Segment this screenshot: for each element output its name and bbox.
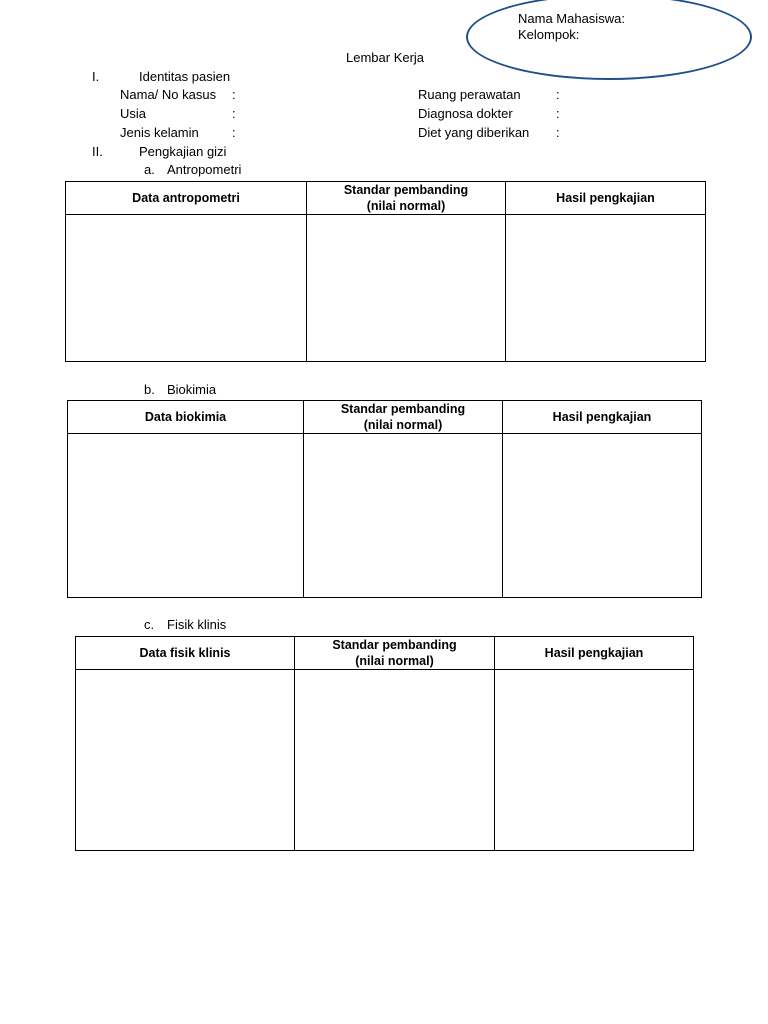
table-cell[interactable] <box>76 670 295 851</box>
table-cell[interactable] <box>503 434 702 598</box>
table-cell[interactable] <box>304 434 503 598</box>
page-title: Lembar Kerja <box>346 50 425 65</box>
column-header: Data fisik klinis <box>76 637 295 670</box>
column-header-standard <box>304 401 503 434</box>
column-header-line: (nilai normal) <box>355 654 434 668</box>
subsection-letter: b. <box>144 382 155 397</box>
table-cell[interactable] <box>66 215 307 362</box>
section-2-numeral: II. <box>92 144 103 159</box>
anthropometry-table <box>65 181 706 362</box>
table-cell[interactable] <box>495 670 694 851</box>
table-cell[interactable] <box>295 670 495 851</box>
column-header-standard <box>295 637 495 670</box>
subsection-title-biochemistry: Biokimia <box>167 382 217 397</box>
field-colon: : <box>556 87 560 102</box>
field-colon: : <box>556 125 560 140</box>
clinical-table <box>75 636 694 851</box>
field-label-sex: Jenis kelamin <box>120 125 199 140</box>
field-label-age: Usia <box>120 106 147 121</box>
column-header-line: Standar pembanding <box>332 638 457 652</box>
section-1-heading: Identitas pasien <box>139 69 231 84</box>
group-label: Kelompok: <box>518 27 580 42</box>
field-label-diagnosis: Diagnosa dokter <box>418 106 513 121</box>
column-header: Hasil pengkajian <box>495 637 694 670</box>
biochemistry-table <box>67 400 702 598</box>
column-header: Data biokimia <box>68 401 304 434</box>
column-header-line: Standar pembanding <box>340 402 466 416</box>
field-colon: : <box>232 106 236 121</box>
column-header-line: (nilai normal) <box>363 418 443 432</box>
column-header-line: Standar pembanding <box>343 183 469 197</box>
student-name-label: Nama Mahasiswa: <box>518 11 625 26</box>
field-colon: : <box>556 106 560 121</box>
table-cell[interactable] <box>307 215 506 362</box>
column-header-standard <box>307 182 506 215</box>
subsection-letter: a. <box>144 162 155 177</box>
section-1-numeral: I. <box>92 69 100 84</box>
subsection-title-anthropometry: Antropometri <box>167 162 242 177</box>
field-label-ward: Ruang perawatan <box>418 87 521 102</box>
column-header: Hasil pengkajian <box>503 401 702 434</box>
subsection-letter: c. <box>144 617 155 632</box>
subsection-title-clinical: Fisik klinis <box>167 617 227 632</box>
section-2-heading: Pengkajian gizi <box>139 144 227 159</box>
column-header-line: (nilai normal) <box>366 199 446 213</box>
field-label-name-case: Nama/ No kasus <box>120 87 217 102</box>
field-colon: : <box>232 125 236 140</box>
column-header: Data antropometri <box>66 182 307 215</box>
column-header: Hasil pengkajian <box>506 182 706 215</box>
field-label-diet: Diet yang diberikan <box>418 125 530 140</box>
table-cell[interactable] <box>506 215 706 362</box>
field-colon: : <box>232 87 236 102</box>
table-cell[interactable] <box>68 434 304 598</box>
